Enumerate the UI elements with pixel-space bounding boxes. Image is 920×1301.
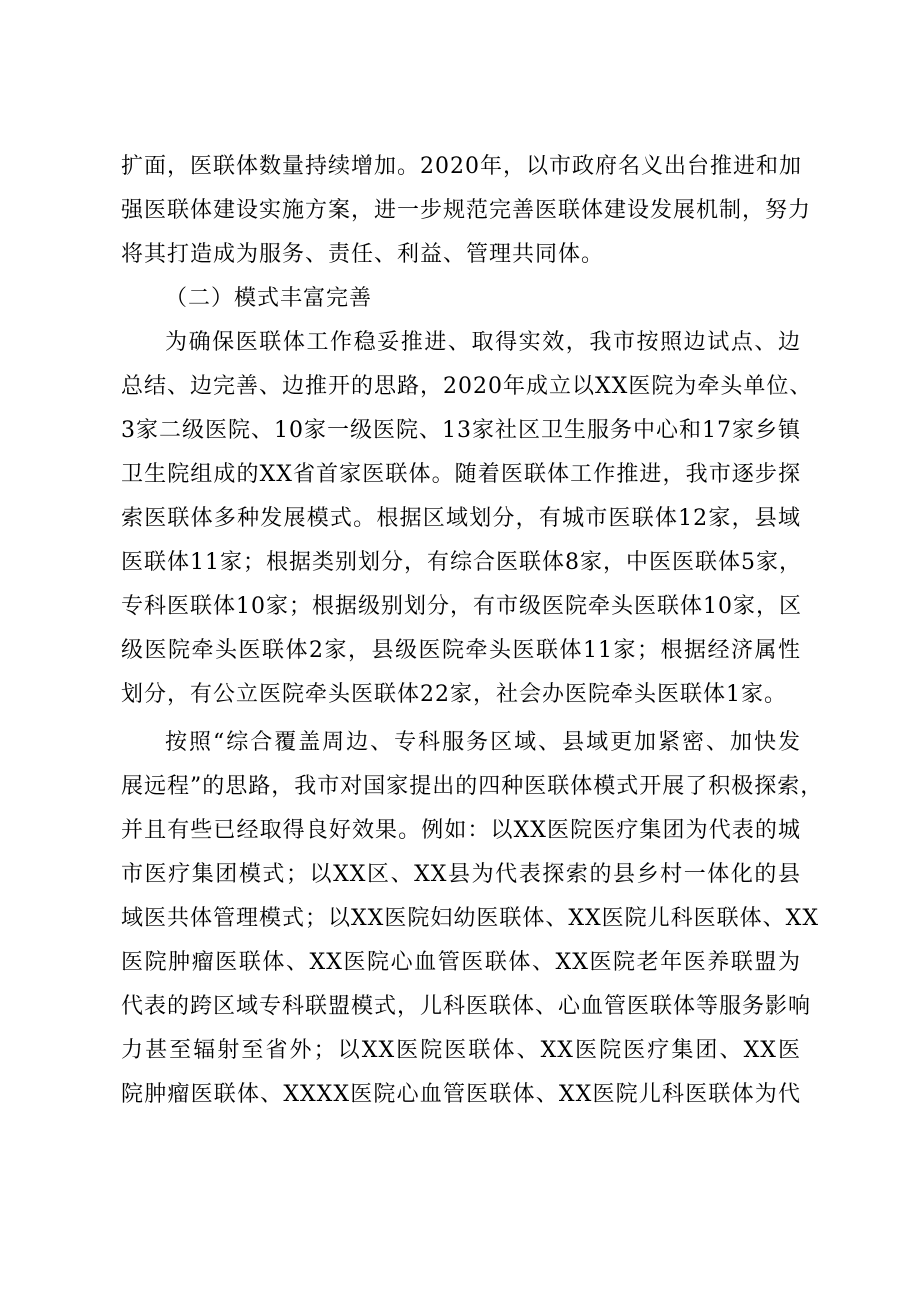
body-line-14: 按照“综合覆盖周边、专科服务区域、县域更加紧密、加快发 [165,730,801,755]
body-line-18: 域医共体管理模式；以XX医院妇幼医联体、XX医院儿科医联体、XX [121,906,819,931]
body-line-2: 强医联体建设实施方案，进一步规范完善医联体建设发展机制，努力 [121,198,812,223]
body-line-11: 专科医联体10家；根据级别划分，有市级医院牵头医联体10家，区 [121,594,802,619]
body-line-10: 医联体11家；根据类别划分，有综合医联体8家，中医医联体5家， [121,550,802,575]
body-line-22: 院肿瘤医联体、XXXX医院心血管医联体、XX医院儿科医联体为代 [121,1082,801,1107]
body-line-5: 为确保医联体工作稳妥推进、取得实效，我市按照边试点、边 [165,330,801,355]
body-line-9: 索医联体多种发展模式。根据区域划分，有城市医联体12家，县域 [121,506,801,531]
body-line-21: 力甚至辐射至省外；以XX医院医联体、XX医院医疗集团、XX医 [121,1038,801,1063]
body-line-17: 市医疗集团模式；以XX区、XX县为代表探索的县乡村一体化的县 [121,862,801,887]
body-line-3: 将其打造成为服务、责任、利益、管理共同体。 [121,242,605,267]
body-line-8: 卫生院组成的XX省首家医联体。随着医联体工作推进，我市逐步探 [121,462,801,487]
body-line-15: 展远程”的思路，我市对国家提出的四种医联体模式开展了积极探索， [121,774,824,799]
body-line-7: 3家二级医院、10家一级医院、13家社区卫生服务中心和17家乡镇 [121,418,801,443]
body-line-20: 代表的跨区域专科联盟模式，儿科医联体、心血管医联体等服务影响 [121,994,812,1019]
body-line-16: 并且有些已经取得良好效果。例如：以XX医院医疗集团为代表的城 [121,818,801,843]
body-line-19: 医院肿瘤医联体、XX医院心血管医联体、XX医院老年医养联盟为 [121,950,801,975]
body-line-1: 扩面，医联体数量持续增加。2020年，以市政府名义出台推进和加 [121,154,802,179]
body-line-12: 级医院牵头医联体2家，县级医院牵头医联体11家；根据经济属性 [121,638,801,663]
body-line-13: 划分，有公立医院牵头医联体22家，社会办医院牵头医联体1家。 [121,682,787,707]
section-heading: （二）模式丰富完善 [165,286,373,311]
body-line-6: 总结、边完善、边推开的思路，2020年成立以XX医院为牵头单位、 [121,374,813,399]
